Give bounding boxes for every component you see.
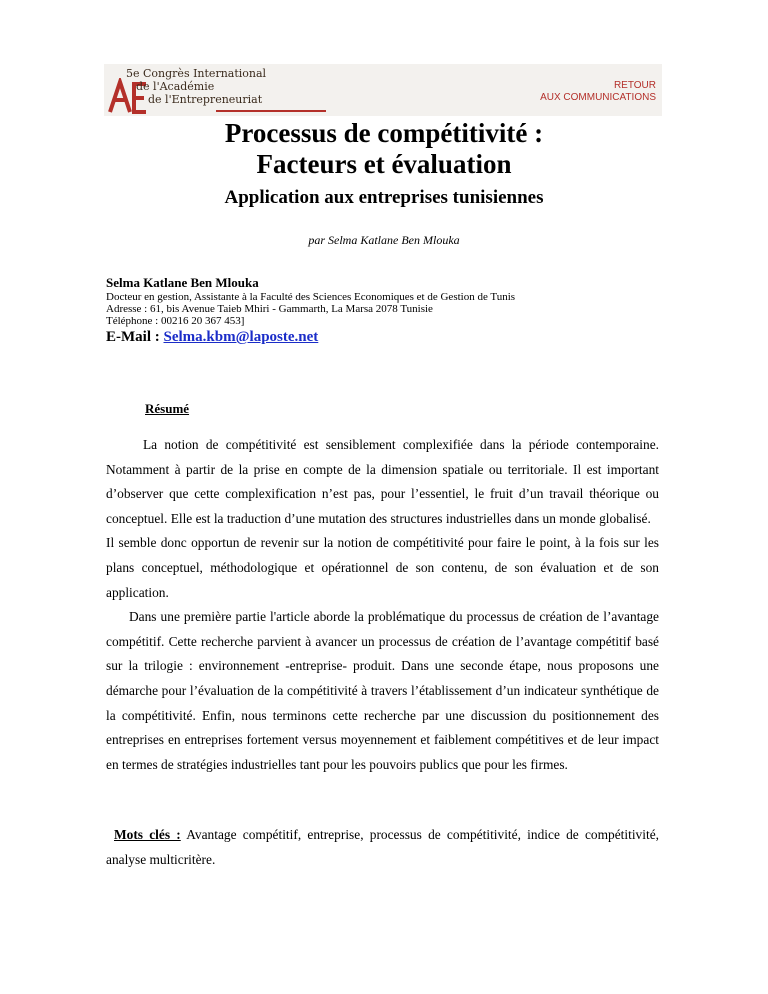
abstract bbox=[106, 433, 659, 777]
logo-line-3: de l'Entrepreneuriat bbox=[148, 93, 263, 106]
keywords bbox=[106, 823, 659, 872]
title-line-1: Processus de compétitivité : bbox=[224, 118, 544, 148]
email-line bbox=[106, 329, 706, 346]
congress-banner bbox=[104, 64, 662, 116]
abstract-paragraph-1: La notion de compétitivité est sensiblement complexifiée dans la période contemporaine. Notamment à partir de la prise en compte de la dimension spatiale ou territoriale. Il est important d’observer que cette complexification n’est pas, pour l’essentiel, le fruit d’un travail théorique ou conceptuel. Elle est la traduction d’une mutation des structures industrielles dans un monde globalisé. bbox=[106, 437, 659, 526]
congress-logo-text bbox=[126, 67, 266, 106]
page-title bbox=[0, 118, 768, 180]
keywords-text: Avantage compétitif, entreprise, processus de compétitivité, indice de compétitivité, analyse multicritère. bbox=[106, 827, 659, 867]
retour-line-1: RETOUR bbox=[613, 80, 656, 91]
author-address: Adresse : 61, bis Avenue Taieb Mhiri - Gammarth, La Marsa 2078 Tunisie bbox=[106, 303, 433, 315]
abstract-paragraph-2: Il semble donc opportun de revenir sur la notion de compétitivité pour faire le point, à la fois sur les plans conceptuel, méthodologique et opérationnel de son contenu, de son évaluation et de son application. bbox=[106, 535, 659, 600]
author-affiliation: Docteur en gestion, Assistante à la Faculté des Sciences Economiques et de Gestion de Tunis bbox=[106, 291, 516, 303]
author-phone: Téléphone : 00216 20 367 453] bbox=[106, 315, 245, 327]
subtitle: Application aux entreprises tunisiennes bbox=[224, 187, 544, 208]
title-line-2: Facteurs et évaluation bbox=[256, 149, 512, 179]
keywords-label: Mots clés : bbox=[114, 827, 181, 842]
retour-link[interactable] bbox=[540, 80, 656, 104]
retour-line-2: AUX COMMUNICATIONS bbox=[540, 92, 656, 103]
byline: par Selma Katlane Ben Mlouka bbox=[308, 233, 460, 247]
email-link[interactable]: Selma.kbm@laposte.net bbox=[163, 329, 319, 345]
logo-line-2: de l'Académie bbox=[136, 80, 215, 93]
logo-line-1: 5e Congrès International bbox=[126, 67, 267, 80]
author-name: Selma Katlane Ben Mlouka bbox=[106, 275, 259, 290]
author-block bbox=[106, 275, 706, 346]
abstract-paragraph-3: Dans une première partie l'article aborde la problématique du processus de création de l’avantage compétitif. Cette recherche parvient à avancer un processus de création de l’avantage compétitif basé sur la trilogie : environnement -entreprise- produit. Dans une seconde étape, nous proposons une démarche pour l’évaluation de la compétitivité à travers l’établissement d’un indicateur synthétique de la compétitivité. Enfin, nous terminons cette recherche par une discussion du positionnement des entreprises en entreprises fortement versus moyennement et faiblement compétitives et de leur impact en termes de stratégies industrielles tant pour les pouvoirs publics que pour les firmes. bbox=[106, 609, 659, 772]
email-label: E-Mail : bbox=[106, 329, 164, 345]
resume-heading: Résumé bbox=[145, 401, 190, 416]
logo-underline bbox=[216, 110, 326, 112]
